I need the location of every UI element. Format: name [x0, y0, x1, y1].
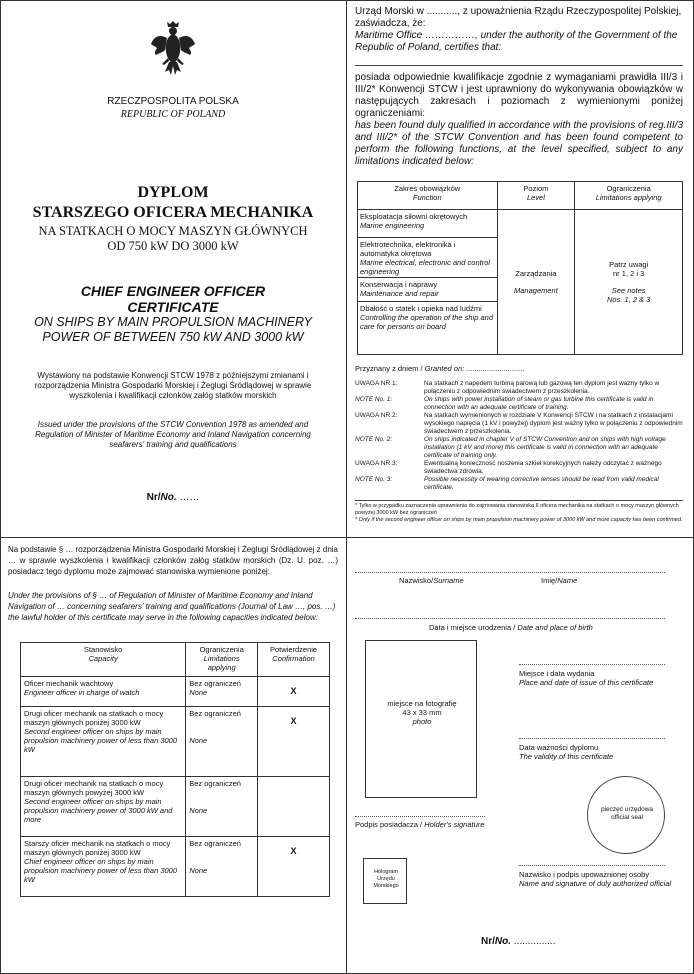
hologram-placeholder: Hologram Urzędu Morskiego: [363, 858, 407, 904]
table-row: Starszy oficer mechanik na statkach o mocy maszyn głównych poniżej 3000 kW Chief engineer officer on ships by main propulsion machinery power of less than 3000 kW Bez ograniczeń None X: [21, 837, 330, 897]
note-item: NOTE No. 2: On ships indicated in chapter V of STCW Convention and on ships with high voltage installation (1 kV and more) this certificate is valid in connection with an adequate certificate of training only.: [355, 436, 666, 459]
republic-name-en: REPUBLIC OF POLAND: [120, 109, 226, 120]
certificate-number: Nr/No. ...............: [481, 936, 556, 947]
official-line: [519, 865, 665, 866]
name-line: [355, 572, 665, 573]
note-item: UWAGA NR 1: Na statkach z napędem turbiną parową lub gazową ten dyplom jest ważny tylko w połączeniu z odpowiednim świadectwem z przeszkolenia.: [355, 380, 660, 395]
holder-details-page: [347, 538, 694, 974]
functions-page: [347, 0, 694, 537]
issue-line: [519, 664, 665, 665]
title-en-line-1: CHIEF ENGINEER OFFICER: [80, 283, 266, 299]
note-item: NOTE No. 1: On ships with power installation of steam or gas turbine this certificate is valid in connection with an adequate certificate of training.: [355, 396, 654, 411]
validity-label: Data ważności dyplomu The validity of this certificate: [519, 743, 614, 761]
function-item: Eksploatacja siłowni okrętowych Marine engineering: [358, 210, 497, 238]
confirmation-mark: X: [258, 707, 330, 777]
legal-basis-pl: Wystawiony na podstawie Konwencji STCW 1978 z późniejszymi zmianami i rozporządzenia Ministra Gospodarki Morskiej i Żeglugi Śródlądowej w sprawie wyszkolenia i kwalifikacji członków załóg statków morskich: [34, 371, 312, 400]
capacities-statement-en: Under the provisions of § … of Regulation of Minister of Maritime Economy and Inland Navigation of … concerning seafarers' training and qualifications (Journal of Law …, pos. …) the lawful holder of this certificate may serve in the following capacities indicated below:: [8, 591, 336, 622]
function-item: Elektrotechnika, elektronika i automatyka okrętowa Marine electrical, electronic and control engineering: [358, 238, 497, 278]
polish-eagle-emblem-icon: [150, 20, 196, 76]
cover-page: [0, 0, 346, 537]
title-en-line-2: CERTIFICATE: [127, 299, 219, 315]
title-pl-line-3: NA STATKACH O MOCY MASZYN GŁÓWNYCH: [38, 224, 308, 238]
surname-label: Nazwisko/Surname: [399, 576, 464, 585]
capacity-header: Stanowisko Capacity: [21, 643, 186, 677]
title-pl-line-4: OD 750 kW DO 3000 kW: [107, 239, 239, 253]
table-row: Drugi oficer mechanik na statkach o mocy maszyn głównych poniżej 3000 kW Second engineer officer on ships by main propulsion machinery power of less than 3000 kW Bez ograniczeń None X: [21, 707, 330, 777]
table-row: Oficer mechanik wachtowy Engineer officer in charge of watch Bez ograniczeń None X: [21, 677, 330, 707]
confirmation-mark: X: [258, 837, 330, 897]
function-item: Dbałość o statek i opieka nad ludźmi Controlling the operation of the ship and care for persons on board: [360, 304, 494, 331]
functions-table: [357, 181, 683, 355]
certificate-number: Nr/No. ……: [146, 492, 200, 503]
capacities-statement-pl: Na podstawie § … rozporządzenia Ministra Gospodarki Morskiej i Żeglugi Śródlądowej z dnia … w sprawie wyszkolenia i kwalifikacji członków załóg statków morskich (Dz. U. poz. …) posiadacz tego dyplomu może zajmować stanowiska wymienione poniżej:: [8, 545, 338, 576]
signature-label: Podpis posiadacza / Holder's signature: [355, 820, 485, 829]
function-header: Zakres obowiązków Function: [358, 182, 498, 210]
capacities-table: [20, 642, 330, 897]
title-pl-line-2: STARSZEGO OFICERA MECHANIKA: [32, 204, 314, 221]
limitations-header: Ograniczenia Limitations applying: [575, 182, 683, 210]
official-label: Nazwisko i podpis upoważnionej osoby Name and signature of duly authorized official: [519, 870, 672, 888]
signature-line: [355, 816, 485, 817]
level-header: Poziom Level: [497, 182, 575, 210]
birth-label: Data i miejsce urodzenia / Date and place of birth: [429, 623, 593, 632]
confirmation-mark: [258, 777, 330, 837]
footnote: * Tylko w przypadku zaznaczenia uprawnienia do zajmowania stanowiska II oficera mechanika na statkach o mocy maszyn głównych powyżej 3000 kW bez ograniczeń * Only if the second engineer officer on ships by main propulsion machinery power of 3000 kW and more capacity has been confirmed.: [355, 503, 683, 523]
name-label: Imię/Name: [541, 576, 578, 585]
capacities-page: [0, 538, 346, 974]
title-pl-line-1: DYPLOM: [137, 184, 209, 201]
notes-list: [355, 380, 683, 492]
limitations-header: Ograniczenia Limitations applying: [186, 643, 258, 677]
granted-on: Przyznany z dniem / Granted on: ............................: [355, 364, 525, 373]
note-item: NOTE No. 3: Possible necessity of wearing corrective lenses should be read from valid medical certificate.: [355, 476, 659, 491]
confirmation-mark: X: [258, 677, 330, 707]
note-item: UWAGA NR 3: Ewentualną konieczność noszenia szkieł korekcyjnych należy odczytać z ważnego świadectwa zdrowia.: [355, 460, 662, 475]
photo-placeholder: miejsce na fotografię 43 x 33 mm photo: [365, 640, 477, 798]
birth-line: [355, 618, 665, 619]
republic-name-pl: RZECZPOSPOLITA POLSKA: [107, 96, 239, 107]
note-item: UWAGA NR 2: Na statkach wymienionych w rozdziale V Konwencji STCW i na statkach z instalacjami wysokiego napięcia (1 kV i powyżej) dyplom jest ważny tylko w połączeniu z odpowiednim świadectwem z przeszkolenia.: [355, 412, 683, 435]
validity-line: [519, 738, 665, 739]
function-item: Konserwacja i naprawy Maintenance and repair: [358, 278, 497, 302]
qualification-statement: posiada odpowiednie kwalifikacje zgodnie z wymaganiami prawidła III/3 i III/2* Konwencji STCW i jest uprawniony do wykonywania obowiązków w następujących zakresach i poziomach z wymienionymi poniżej ograniczeniami: has been found duly qualified in accordance with the provisions of reg.III/3 and III/2* of the STCW Convention and has been found competent to perform the following functions, at the level specified, subject to any limitations indicated below:: [355, 72, 683, 167]
limitations-value: Patrz uwagi nr 1, 2 i 3 See notes Nos. 1, 2 & 3: [575, 210, 683, 355]
table-row: Drugi oficer mechanik na statkach o mocy maszyn głównych powyżej 3000 kW Second engineer officer on ships by main propulsion machinery power of 3000 kW and more Bez ograniczeń None: [21, 777, 330, 837]
title-en-line-4: POWER OF BETWEEN 750 kW AND 3000 kW: [42, 330, 304, 344]
title-en-line-3: ON SHIPS BY MAIN PROPULSION MACHINERY: [34, 315, 312, 329]
authority-intro: Urząd Morski w ..........., z upoważnienia Rządu Rzeczypospolitej Polskiej, zaświadcza, że: Maritime Office ……………, under the authority of the Government of the Republic of Poland, certifies that:: [355, 6, 682, 53]
footnote-divider: [355, 500, 683, 501]
issue-label: Miejsce i data wydania Place and date of issue of this certificate: [519, 669, 654, 687]
legal-basis-en: Issued under the provisions of the STCW Convention 1978 as amended and Regulation of Minister of Maritime Economy and Inland Navigation concerning seafarers' training and qualifications: [35, 420, 311, 449]
official-seal-placeholder: pieczęć urzędowa official seal: [587, 776, 665, 854]
confirmation-header: Potwierdzenie Confirmation: [258, 643, 330, 677]
holder-name-line: [355, 65, 683, 66]
level-value: Zarządzania Management: [497, 210, 575, 355]
